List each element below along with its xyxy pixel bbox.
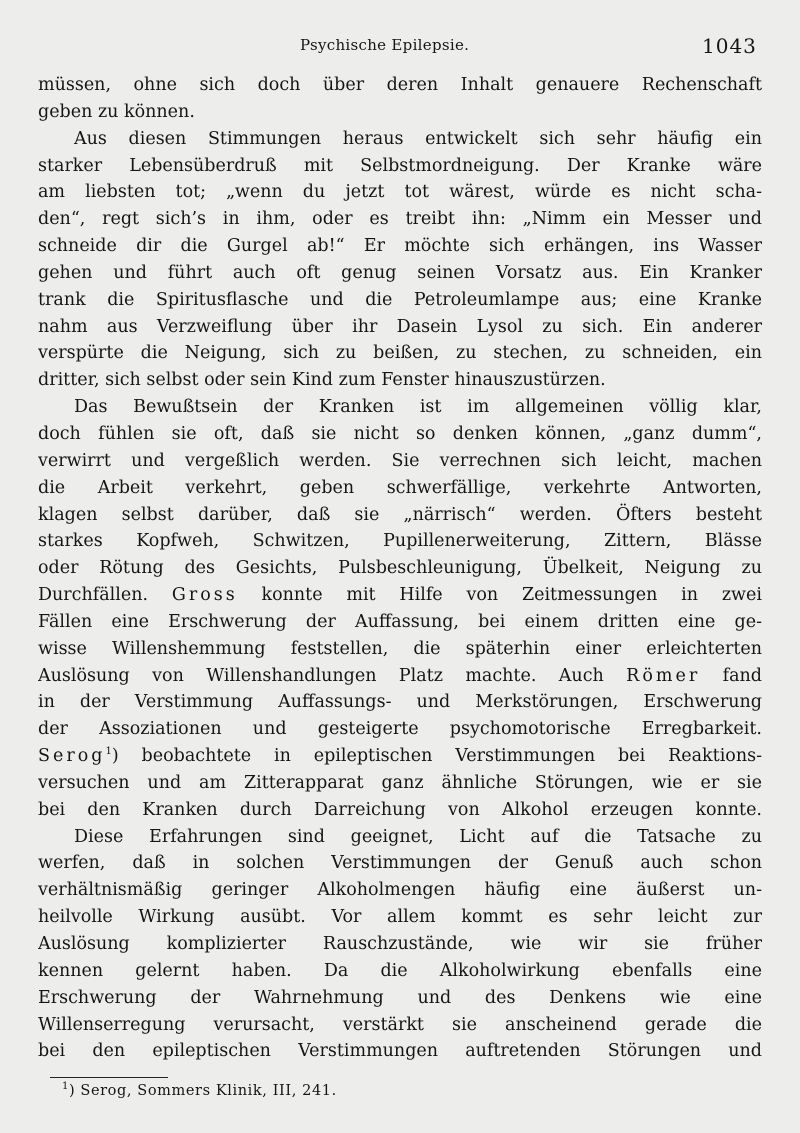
text-line: schneide dir die Gurgel ab!“ Er möchte sich erhängen, ins Wasser xyxy=(38,236,762,257)
text-line: doch fühlen sie oft, daß sie nicht so denken können, „ganz dumm“, xyxy=(38,423,762,444)
text-line: Auslösung komplizierter Rauschzustände, wie wir sie früher xyxy=(38,934,762,954)
footnote-rule xyxy=(50,1077,168,1078)
text-line: bei den epileptischen Verstimmungen auftretenden Störungen und xyxy=(38,1041,762,1062)
text-line: in der Verstimmung Auffassungs- und Merkstörungen, Erschwerung xyxy=(38,692,762,713)
line-segment: Durchfällen. xyxy=(38,585,172,606)
line-segment: Auslösung von Willenshandlungen Platz machte. Auch xyxy=(38,665,627,686)
line-segment: ) beobachtete in epileptischen Verstimmungen bei Reaktions- xyxy=(111,746,762,767)
line-segment: konnte mit Hilfe von Zeitmessungen in zwei xyxy=(237,585,762,606)
text-line: Das Bewußtsein der Kranken ist im allgemeinen völlig klar, xyxy=(74,397,762,418)
text-line: gehen und führt auch oft genug seinen Vorsatz aus. Ein Kranker xyxy=(38,262,762,283)
text-line: den“, regt sich’s in ihm, oder es treibt ihn: „Nimm ein Messer und xyxy=(38,209,762,230)
text-line: starkes Kopfweh, Schwitzen, Pupillenerweiterung, Zittern, Blässe xyxy=(38,531,762,552)
page-number: 1043 xyxy=(702,34,757,58)
text-line: bei den Kranken durch Darreichung von Alkohol erzeugen konnte. xyxy=(38,799,762,820)
text-line: verhältnismäßig geringer Alkoholmengen häufig eine äußerst un- xyxy=(38,880,762,901)
author-name: Römer xyxy=(626,665,701,686)
running-header xyxy=(0,36,800,62)
text-line: die Arbeit verkehrt, geben schwerfällige, verkehrte Antworten, xyxy=(38,477,762,498)
text-line: starker Lebensüberdruß mit Selbstmordneigung. Der Kranke wäre xyxy=(38,155,762,176)
text-line: Aus diesen Stimmungen heraus entwickelt sich sehr häufig ein xyxy=(74,128,762,149)
text-line: nahm aus Verzweiflung über ihr Dasein Lysol zu sich. Ein anderer xyxy=(38,316,762,337)
text-line: versuchen und am Zitterapparat ganz ähnliche Störungen, wie er sie xyxy=(38,772,762,793)
footnote-marker: 1 xyxy=(62,1081,69,1093)
text-line xyxy=(38,663,762,690)
text-line: Diese Erfahrungen sind geeignet, Licht auf die Tatsache zu xyxy=(74,826,762,847)
text-line: der Assoziationen und gesteigerte psychomotorische Erregbarkeit. xyxy=(38,719,762,740)
text-line: heilvolle Wirkung ausübt. Vor allem kommt es sehr leicht zur xyxy=(38,907,762,928)
body-text xyxy=(38,72,762,1065)
text-line: verspürte die Neigung, sich zu beißen, zu stechen, zu schneiden, ein xyxy=(38,343,762,364)
text-line: geben zu können. xyxy=(38,101,195,122)
text-line: am liebsten tot; „wenn du jetzt tot wärest, würde es nicht scha- xyxy=(38,182,762,203)
text-line: klagen selbst darüber, daß sie „närrisch“ werden. Öfters besteht xyxy=(38,504,762,525)
text-line: Fällen eine Erschwerung der Auffassung, bei einem dritten eine ge- xyxy=(38,611,762,632)
footnote xyxy=(62,1081,337,1101)
text-line: werfen, daß in solchen Verstimmungen der Genuß auch schon xyxy=(38,853,762,874)
text-line: dritter, sich selbst oder sein Kind zum Fenster hinauszustürzen. xyxy=(38,370,606,391)
text-line xyxy=(38,582,762,609)
text-line: verwirrt und vergeßlich werden. Sie verrechnen sich leicht, machen xyxy=(38,450,762,471)
text-line xyxy=(38,743,762,770)
text-line: kennen gelernt haben. Da die Alkoholwirkung ebenfalls eine xyxy=(38,960,762,981)
running-title: Psychische Epilepsie. xyxy=(300,36,470,54)
text-line: trank die Spiritusflasche und die Petroleumlampe aus; eine Kranke xyxy=(38,289,762,310)
text-line: müssen, ohne sich doch über deren Inhalt genauere Rechenschaft xyxy=(38,75,762,95)
line-segment: fand xyxy=(700,665,762,686)
footnote-reference: 1 xyxy=(105,746,112,758)
author-name: Gross xyxy=(171,585,238,606)
author-name: Serog xyxy=(38,746,106,767)
text-line: Willenserregung verursacht, verstärkt sie anscheinend gerade die xyxy=(38,1014,762,1035)
text-line: oder Rötung des Gesichts, Pulsbeschleunigung, Übelkeit, Neigung zu xyxy=(38,558,762,579)
footnote-text: ) Serog, Sommers Klinik, III, 241. xyxy=(68,1083,337,1099)
text-line: wisse Willenshemmung feststellen, die späterhin einer erleichterten xyxy=(38,638,762,659)
text-line: Erschwerung der Wahrnehmung und des Denkens wie eine xyxy=(38,987,762,1008)
